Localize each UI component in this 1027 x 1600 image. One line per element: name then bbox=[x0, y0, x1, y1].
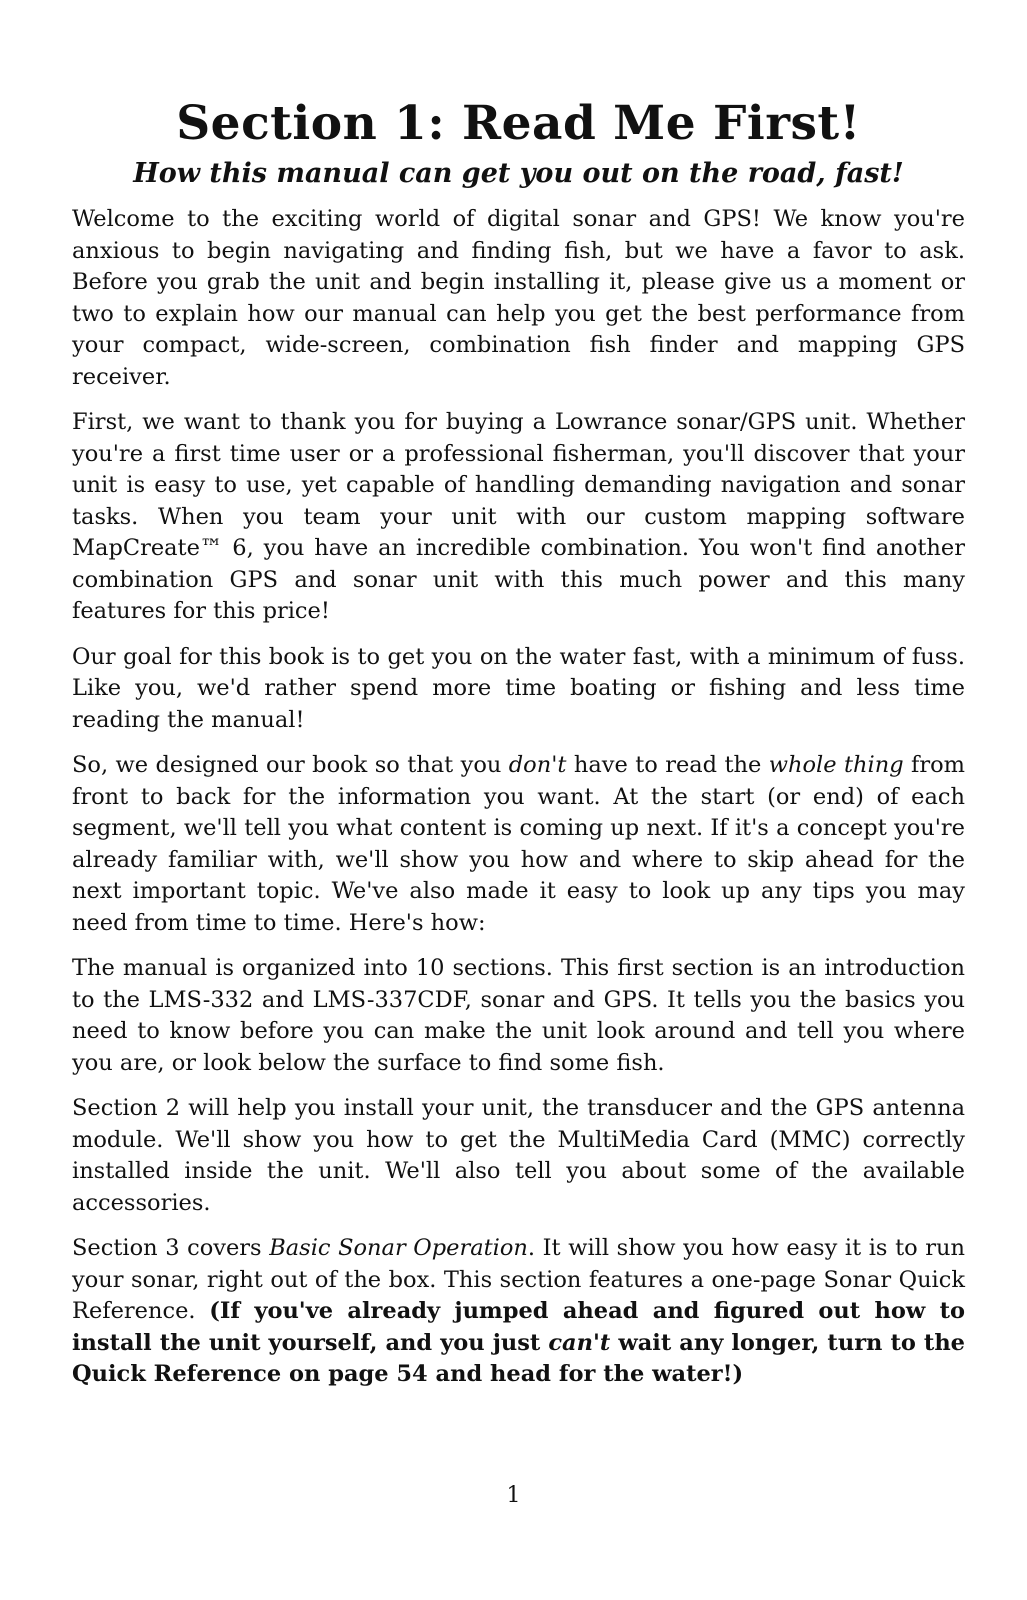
text-span: (If you've already jumped ahead and figured out how to install the unit yourself, and you just bbox=[72, 1298, 965, 1356]
paragraph-thanks: First, we want to thank you for buying a Lowrance sonar/GPS unit. Whether you're a first time user or a professional fisherman, you'll discover that your unit is easy to use, yet capable of handling demanding navigation and sonar tasks. When you team your unit with our custom mapping software MapCreate™ 6, you have an incredible combination. You won't find another combination GPS and sonar unit with this much power and this many features for this price! bbox=[72, 409, 965, 624]
text-span: Section 3 covers bbox=[72, 1235, 270, 1261]
page-number: 1 bbox=[506, 1483, 521, 1508]
emphasis-text: Basic Sonar Operation bbox=[269, 1235, 528, 1261]
text-span: have to read the bbox=[566, 752, 769, 778]
paragraph-goal: Our goal for this book is to get you on the water fast, with a minimum of fuss. Like you, we'd rather spend more time boating or fishing and less time reading the manual! bbox=[72, 643, 965, 733]
text-span: . It will show you how easy it is to run your sonar, right out of the box. This section features a one-page Sonar Quick Reference. bbox=[72, 1235, 966, 1324]
paragraph-organization: The manual is organized into 10 sections. This first section is an introduction to the LMS-332 and LMS-337CDF, sonar and GPS. It tells you the basics you need to know before you can make the unit look around and tell you where you are, or look below the surface to find some fish. bbox=[72, 955, 965, 1076]
manual-page bbox=[72, 96, 965, 1405]
paragraph-design bbox=[72, 750, 965, 939]
section-title: Section 1: Read Me First! bbox=[176, 96, 861, 151]
emphasis-text: don't bbox=[508, 752, 567, 778]
paragraph-section-3 bbox=[72, 1233, 965, 1391]
emphasis-text: whole thing bbox=[768, 752, 904, 778]
text-span: from front to back for the information you want. At the start (or end) of each segment, we'll tell you what content is coming up next. If it's a concept you're already familiar with, we'll show you how and where to skip ahead for the next important topic. We've also made it easy to look up any tips you may need from time to time. Here's how: bbox=[72, 752, 965, 936]
emphasis-text: can't bbox=[548, 1329, 611, 1356]
paragraph-section-2: Section 2 will help you install your unit, the transducer and the GPS antenna module. We'll show you how to get the MultiMedia Card (MMC) correctly installed inside the unit. We'll also tell you about some of the available accessories. bbox=[72, 1095, 965, 1216]
text-span: So, we designed our book so that you bbox=[72, 752, 509, 778]
section-subtitle: How this manual can get you out on the road, fast! bbox=[133, 158, 904, 189]
text-span: wait any longer, turn to the Quick Reference on page 54 and head for the water!) bbox=[72, 1329, 965, 1387]
paragraph-welcome: Welcome to the exciting world of digital sonar and GPS! We know you're anxious to begin navigating and finding fish, but we have a favor to ask. Before you grab the unit and begin installing it, please give us a moment or two to explain how our manual can help you get the best performance from your compact, wide-screen, combination fish finder and mapping GPS receiver. bbox=[72, 206, 965, 390]
